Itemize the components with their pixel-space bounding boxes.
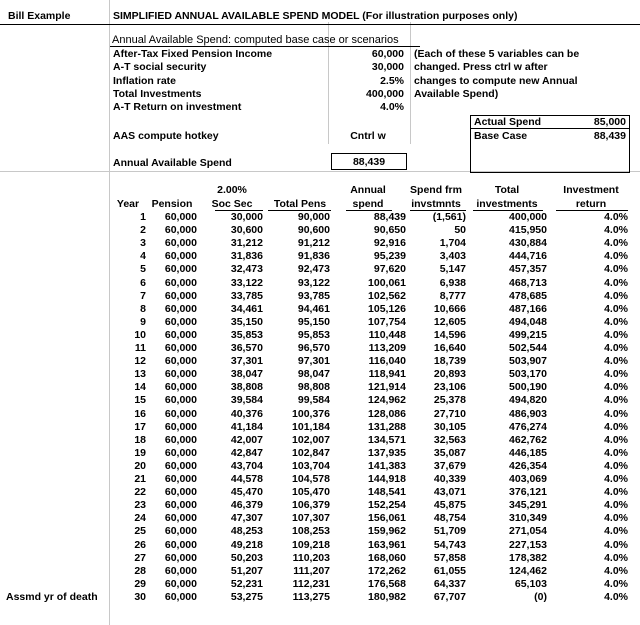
column-header-top: Investment — [563, 184, 619, 196]
input-label-return: A-T Return on investment — [113, 101, 242, 113]
column-header: return — [575, 198, 607, 210]
table-cell: 60,000 — [164, 512, 197, 524]
table-cell: 103,704 — [292, 460, 330, 472]
table-cell: 60,000 — [164, 552, 197, 564]
table-cell: 4.0% — [604, 277, 628, 289]
table-cell: 30,000 — [230, 211, 263, 223]
table-cell: 4.0% — [604, 447, 628, 459]
table-cell: 105,470 — [292, 486, 330, 498]
table-cell: 168,060 — [368, 552, 406, 564]
table-cell: 35,853 — [230, 329, 263, 341]
table-cell: 21 — [134, 473, 146, 485]
table-cell: 400,000 — [509, 211, 547, 223]
table-cell: 4.0% — [604, 499, 628, 511]
table-cell: 430,884 — [509, 237, 547, 249]
table-cell: 8,777 — [439, 290, 466, 302]
table-cell: 60,000 — [164, 303, 197, 315]
note-line: (Each of these 5 variables can be — [414, 48, 580, 60]
table-cell: 503,170 — [509, 368, 547, 380]
table-cell: 124,962 — [368, 394, 406, 406]
table-cell: 118,941 — [368, 368, 406, 380]
note-line: Available Spend) — [414, 88, 499, 100]
table-cell: 60,000 — [164, 381, 197, 393]
table-cell: 134,571 — [368, 434, 406, 446]
table-cell: 107,307 — [292, 512, 330, 524]
table-cell: 25 — [134, 525, 146, 537]
column-header: Total Pens — [273, 198, 327, 210]
table-cell: 30,105 — [433, 421, 466, 433]
table-cell: 499,215 — [509, 329, 547, 341]
input-label-inflation: Inflation rate — [113, 75, 177, 87]
table-cell: 40,339 — [433, 473, 466, 485]
table-cell: 39,584 — [230, 394, 263, 406]
table-cell: 227,153 — [509, 539, 547, 551]
table-cell: 31,836 — [230, 250, 263, 262]
table-cell: 112,231 — [292, 578, 330, 590]
table-cell: 8 — [140, 303, 146, 315]
actual-spend-label: Actual Spend — [474, 116, 542, 128]
table-cell: 4.0% — [604, 434, 628, 446]
table-cell: (1,561) — [432, 211, 466, 223]
table-cell: 102,562 — [368, 290, 406, 302]
table-cell: 4.0% — [604, 290, 628, 302]
table-cell: 16 — [134, 408, 146, 420]
table-cell: 31,212 — [230, 237, 263, 249]
column-header: investments — [476, 198, 538, 210]
divider — [110, 46, 420, 47]
table-cell: 468,713 — [509, 277, 547, 289]
table-cell: 486,903 — [509, 408, 547, 420]
table-cell: 50,203 — [230, 552, 263, 564]
table-cell: 99,584 — [297, 394, 330, 406]
table-cell: 128,086 — [368, 408, 406, 420]
bill-example-label: Bill Example — [8, 10, 71, 22]
table-cell: 11 — [134, 342, 146, 354]
table-cell: 444,716 — [509, 250, 547, 262]
table-cell: 40,376 — [230, 408, 263, 420]
table-cell: 426,354 — [509, 460, 547, 472]
table-cell: 7 — [140, 290, 146, 302]
death-year-label: Assmd yr of death — [6, 591, 98, 603]
table-cell: 4.0% — [604, 250, 628, 262]
table-cell: 43,071 — [433, 486, 466, 498]
table-cell: 6 — [140, 277, 146, 289]
table-cell: 4.0% — [604, 486, 628, 498]
table-cell: 4.0% — [604, 565, 628, 577]
base-case-value: 88,439 — [593, 130, 626, 142]
table-cell: 4.0% — [604, 421, 628, 433]
table-cell: 457,357 — [509, 263, 547, 275]
table-cell: 88,439 — [373, 211, 406, 223]
table-cell: 5,147 — [439, 263, 466, 275]
table-cell: 503,907 — [509, 355, 547, 367]
table-cell: 97,301 — [297, 355, 330, 367]
table-cell: 4.0% — [604, 473, 628, 485]
table-cell: 60,000 — [164, 342, 197, 354]
table-cell: 60,000 — [164, 578, 197, 590]
table-cell: 35,087 — [433, 447, 466, 459]
table-cell: 51,709 — [433, 525, 466, 537]
table-cell: 60,000 — [164, 316, 197, 328]
table-cell: 45,875 — [433, 499, 466, 511]
table-cell: 111,207 — [293, 565, 330, 577]
table-cell: 61,055 — [433, 565, 466, 577]
table-cell: 97,620 — [373, 263, 406, 275]
table-cell: 102,007 — [292, 434, 330, 446]
table-cell: 4.0% — [604, 525, 628, 537]
table-cell: 176,568 — [368, 578, 406, 590]
table-cell: 108,253 — [292, 525, 330, 537]
table-cell: 100,061 — [368, 277, 406, 289]
table-cell: 91,212 — [297, 237, 330, 249]
column-header: Pension — [151, 198, 193, 210]
table-cell: 476,274 — [509, 421, 547, 433]
page-title: SIMPLIFIED ANNUAL AVAILABLE SPEND MODEL (For illustration purposes only) — [113, 10, 518, 22]
table-cell: 16,640 — [433, 342, 466, 354]
table-cell: 271,054 — [509, 525, 547, 537]
input-value-investments[interactable]: 400,000 — [366, 88, 404, 100]
table-cell: 60,000 — [164, 224, 197, 236]
table-cell: 32,563 — [433, 434, 466, 446]
column-header: spend — [352, 198, 384, 210]
table-cell: 26 — [134, 539, 146, 551]
table-cell: 57,858 — [433, 552, 466, 564]
table-cell: 2 — [140, 224, 146, 236]
table-cell: 4.0% — [604, 539, 628, 551]
table-cell: 60,000 — [164, 565, 197, 577]
table-cell: 29 — [134, 578, 146, 590]
table-cell: 163,961 — [368, 539, 406, 551]
table-cell: 90,000 — [297, 211, 330, 223]
table-cell: 49,218 — [230, 539, 263, 551]
table-cell: 23 — [134, 499, 146, 511]
column-header: Year — [116, 198, 140, 210]
table-cell: 48,253 — [230, 525, 263, 537]
table-cell: 90,600 — [297, 224, 330, 236]
column-header-top: Annual — [350, 184, 386, 196]
table-cell: 34,461 — [230, 303, 263, 315]
table-cell: 60,000 — [164, 290, 197, 302]
table-cell: 494,048 — [509, 316, 547, 328]
table-cell: 95,853 — [297, 329, 330, 341]
table-cell: 60,000 — [164, 250, 197, 262]
table-cell: 33,785 — [230, 290, 263, 302]
table-cell: 23,106 — [433, 381, 466, 393]
divider — [0, 24, 640, 25]
table-cell: 116,040 — [368, 355, 406, 367]
input-label-investments: Total Investments — [113, 88, 202, 100]
table-cell: 60,000 — [164, 368, 197, 380]
table-cell: 44,578 — [230, 473, 263, 485]
table-cell: 33,122 — [230, 277, 263, 289]
table-cell: 95,150 — [297, 316, 330, 328]
table-cell: 415,950 — [509, 224, 547, 236]
input-label-social-security: A-T social security — [113, 61, 207, 73]
table-cell: 22 — [134, 486, 146, 498]
table-cell: 60,000 — [164, 499, 197, 511]
note-line: changed. Press ctrl w after — [414, 61, 548, 73]
table-cell: 32,473 — [230, 263, 263, 275]
table-cell: 4.0% — [604, 460, 628, 472]
table-cell: 60,000 — [164, 237, 197, 249]
hotkey-label: AAS compute hotkey — [113, 130, 219, 142]
table-cell: 1,704 — [439, 237, 466, 249]
table-cell: 487,166 — [509, 303, 547, 315]
table-cell: 27,710 — [433, 408, 466, 420]
table-cell: 9 — [140, 316, 146, 328]
table-cell: 67,707 — [433, 591, 466, 603]
table-cell: 60,000 — [164, 591, 197, 603]
table-cell: 4.0% — [604, 316, 628, 328]
table-cell: 95,239 — [373, 250, 406, 262]
table-cell: 12 — [134, 355, 146, 367]
table-cell: 110,448 — [368, 329, 406, 341]
table-cell: 502,544 — [509, 342, 547, 354]
table-cell: 3 — [140, 237, 146, 249]
table-cell: 12,605 — [433, 316, 466, 328]
table-cell: 38,047 — [230, 368, 263, 380]
input-value-return[interactable]: 4.0% — [380, 101, 404, 113]
divider — [470, 128, 630, 129]
table-cell: 18 — [134, 434, 146, 446]
table-cell: 60,000 — [164, 263, 197, 275]
table-cell: 65,103 — [514, 578, 547, 590]
table-cell: 51,207 — [230, 565, 263, 577]
table-cell: 494,820 — [509, 394, 547, 406]
table-cell: 403,069 — [509, 473, 547, 485]
table-cell: 60,000 — [164, 447, 197, 459]
table-cell: 13 — [134, 368, 146, 380]
table-cell: 20 — [134, 460, 146, 472]
column-header: invstmnts — [411, 198, 461, 210]
table-cell: 500,190 — [509, 381, 547, 393]
aas-value: 88,439 — [352, 156, 386, 168]
table-cell: 4 — [140, 250, 146, 262]
table-cell: 37,679 — [433, 460, 466, 472]
table-cell: 93,122 — [297, 277, 330, 289]
table-cell: 4.0% — [604, 303, 628, 315]
table-cell: 60,000 — [164, 539, 197, 551]
table-cell: 92,473 — [297, 263, 330, 275]
table-cell: 4.0% — [604, 591, 628, 603]
table-cell: 60,000 — [164, 421, 197, 433]
table-cell: 104,578 — [292, 473, 330, 485]
table-cell: 462,762 — [509, 434, 547, 446]
inputs-heading: Annual Available Spend: computed base case or scenarios — [112, 34, 399, 46]
input-value-social-security[interactable]: 30,000 — [371, 61, 404, 73]
table-cell: 93,785 — [297, 290, 330, 302]
table-cell: 60,000 — [164, 394, 197, 406]
table-cell: 4.0% — [604, 408, 628, 420]
input-label-pension: After-Tax Fixed Pension Income — [113, 48, 273, 60]
table-cell: 121,914 — [368, 381, 406, 393]
note-line: changes to compute new Annual — [414, 75, 578, 87]
table-cell: 141,383 — [368, 460, 406, 472]
column-header-top: 2.00% — [217, 184, 247, 196]
table-cell: 5 — [140, 263, 146, 275]
table-cell: 1 — [140, 211, 146, 223]
table-cell: 60,000 — [164, 277, 197, 289]
table-cell: 60,000 — [164, 211, 197, 223]
input-value-inflation[interactable]: 2.5% — [380, 75, 404, 87]
table-cell: 60,000 — [164, 408, 197, 420]
grid-line — [410, 22, 411, 144]
table-cell: 19 — [134, 447, 146, 459]
table-cell: 10 — [134, 329, 146, 341]
table-cell: 4.0% — [604, 381, 628, 393]
table-cell: 109,218 — [292, 539, 330, 551]
table-cell: 47,307 — [230, 512, 263, 524]
table-cell: 14,596 — [433, 329, 466, 341]
table-cell: 28 — [134, 565, 146, 577]
table-cell: 27 — [134, 552, 146, 564]
table-cell: 478,685 — [509, 290, 547, 302]
table-cell: 100,376 — [292, 408, 330, 420]
table-cell: 4.0% — [604, 329, 628, 341]
table-cell: 144,918 — [368, 473, 406, 485]
table-cell: 50 — [454, 224, 466, 236]
table-cell: 60,000 — [164, 329, 197, 341]
table-cell: 4.0% — [604, 368, 628, 380]
table-cell: 60,000 — [164, 355, 197, 367]
table-cell: 35,150 — [230, 316, 263, 328]
table-cell: 172,262 — [368, 565, 406, 577]
table-cell: 10,666 — [433, 303, 466, 315]
column-header-top: Spend frm — [410, 184, 462, 196]
table-cell: 4.0% — [604, 394, 628, 406]
table-cell: 38,808 — [230, 381, 263, 393]
table-cell: 124,462 — [509, 565, 547, 577]
table-cell: 6,938 — [439, 277, 466, 289]
column-header: Soc Sec — [211, 198, 253, 210]
table-cell: 90,650 — [373, 224, 406, 236]
table-cell: 4.0% — [604, 263, 628, 275]
table-cell: 42,007 — [230, 434, 263, 446]
table-cell: 4.0% — [604, 237, 628, 249]
table-cell: 24 — [134, 512, 146, 524]
table-cell: 18,739 — [433, 355, 466, 367]
table-cell: 45,470 — [230, 486, 263, 498]
table-cell: 37,301 — [230, 355, 263, 367]
actual-spend-value[interactable]: 85,000 — [593, 116, 626, 128]
table-cell: 15 — [134, 394, 146, 406]
table-cell: 178,382 — [509, 552, 547, 564]
table-cell: 102,847 — [292, 447, 330, 459]
table-cell: 53,275 — [230, 591, 263, 603]
input-value-pension[interactable]: 60,000 — [371, 48, 404, 60]
table-cell: 20,893 — [433, 368, 466, 380]
table-cell: 159,962 — [368, 525, 406, 537]
table-cell: 446,185 — [509, 447, 547, 459]
table-cell: 60,000 — [164, 434, 197, 446]
table-cell: 105,126 — [368, 303, 406, 315]
table-cell: 4.0% — [604, 342, 628, 354]
table-cell: 60,000 — [164, 460, 197, 472]
table-cell: 17 — [134, 421, 146, 433]
table-cell: 152,254 — [368, 499, 406, 511]
table-cell: 30 — [134, 591, 146, 603]
table-cell: 4.0% — [604, 578, 628, 590]
table-cell: 60,000 — [164, 473, 197, 485]
table-cell: 60,000 — [164, 486, 197, 498]
table-cell: 43,704 — [230, 460, 263, 472]
table-cell: 46,379 — [230, 499, 263, 511]
hotkey-value: Cntrl w — [350, 130, 386, 142]
table-cell: 96,570 — [297, 342, 330, 354]
table-cell: 42,847 — [230, 447, 263, 459]
table-cell: 91,836 — [297, 250, 330, 262]
table-cell: 113,209 — [368, 342, 406, 354]
table-cell: 101,184 — [292, 421, 330, 433]
base-case-label: Base Case — [474, 130, 528, 142]
table-cell: 98,047 — [297, 368, 330, 380]
table-cell: 36,570 — [230, 342, 263, 354]
table-cell: 376,121 — [509, 486, 547, 498]
table-cell: 4.0% — [604, 355, 628, 367]
table-cell: 110,203 — [292, 552, 330, 564]
table-cell: 4.0% — [604, 224, 628, 236]
table-cell: 25,378 — [433, 394, 466, 406]
table-cell: 3,403 — [439, 250, 466, 262]
table-cell: 52,231 — [230, 578, 263, 590]
table-cell: 131,288 — [368, 421, 406, 433]
table-cell: 106,379 — [292, 499, 330, 511]
table-cell: 92,916 — [373, 237, 406, 249]
table-cell: 64,337 — [433, 578, 466, 590]
column-header-top: Total — [494, 184, 520, 196]
table-cell: (0) — [534, 591, 547, 603]
table-cell: 30,600 — [230, 224, 263, 236]
aas-label: Annual Available Spend — [113, 157, 232, 169]
table-cell: 14 — [134, 381, 146, 393]
table-cell: 156,061 — [368, 512, 406, 524]
table-cell: 137,935 — [368, 447, 406, 459]
table-cell: 107,754 — [368, 316, 406, 328]
table-cell: 54,743 — [433, 539, 466, 551]
table-cell: 41,184 — [230, 421, 263, 433]
table-cell: 4.0% — [604, 211, 628, 223]
table-cell: 345,291 — [509, 499, 547, 511]
table-cell: 180,982 — [368, 591, 406, 603]
table-cell: 60,000 — [164, 525, 197, 537]
table-cell: 48,754 — [433, 512, 466, 524]
table-cell: 4.0% — [604, 512, 628, 524]
table-cell: 4.0% — [604, 552, 628, 564]
table-cell: 148,541 — [368, 486, 406, 498]
table-cell: 98,808 — [297, 381, 330, 393]
table-cell: 310,349 — [509, 512, 547, 524]
table-cell: 113,275 — [292, 591, 330, 603]
table-cell: 94,461 — [297, 303, 330, 315]
